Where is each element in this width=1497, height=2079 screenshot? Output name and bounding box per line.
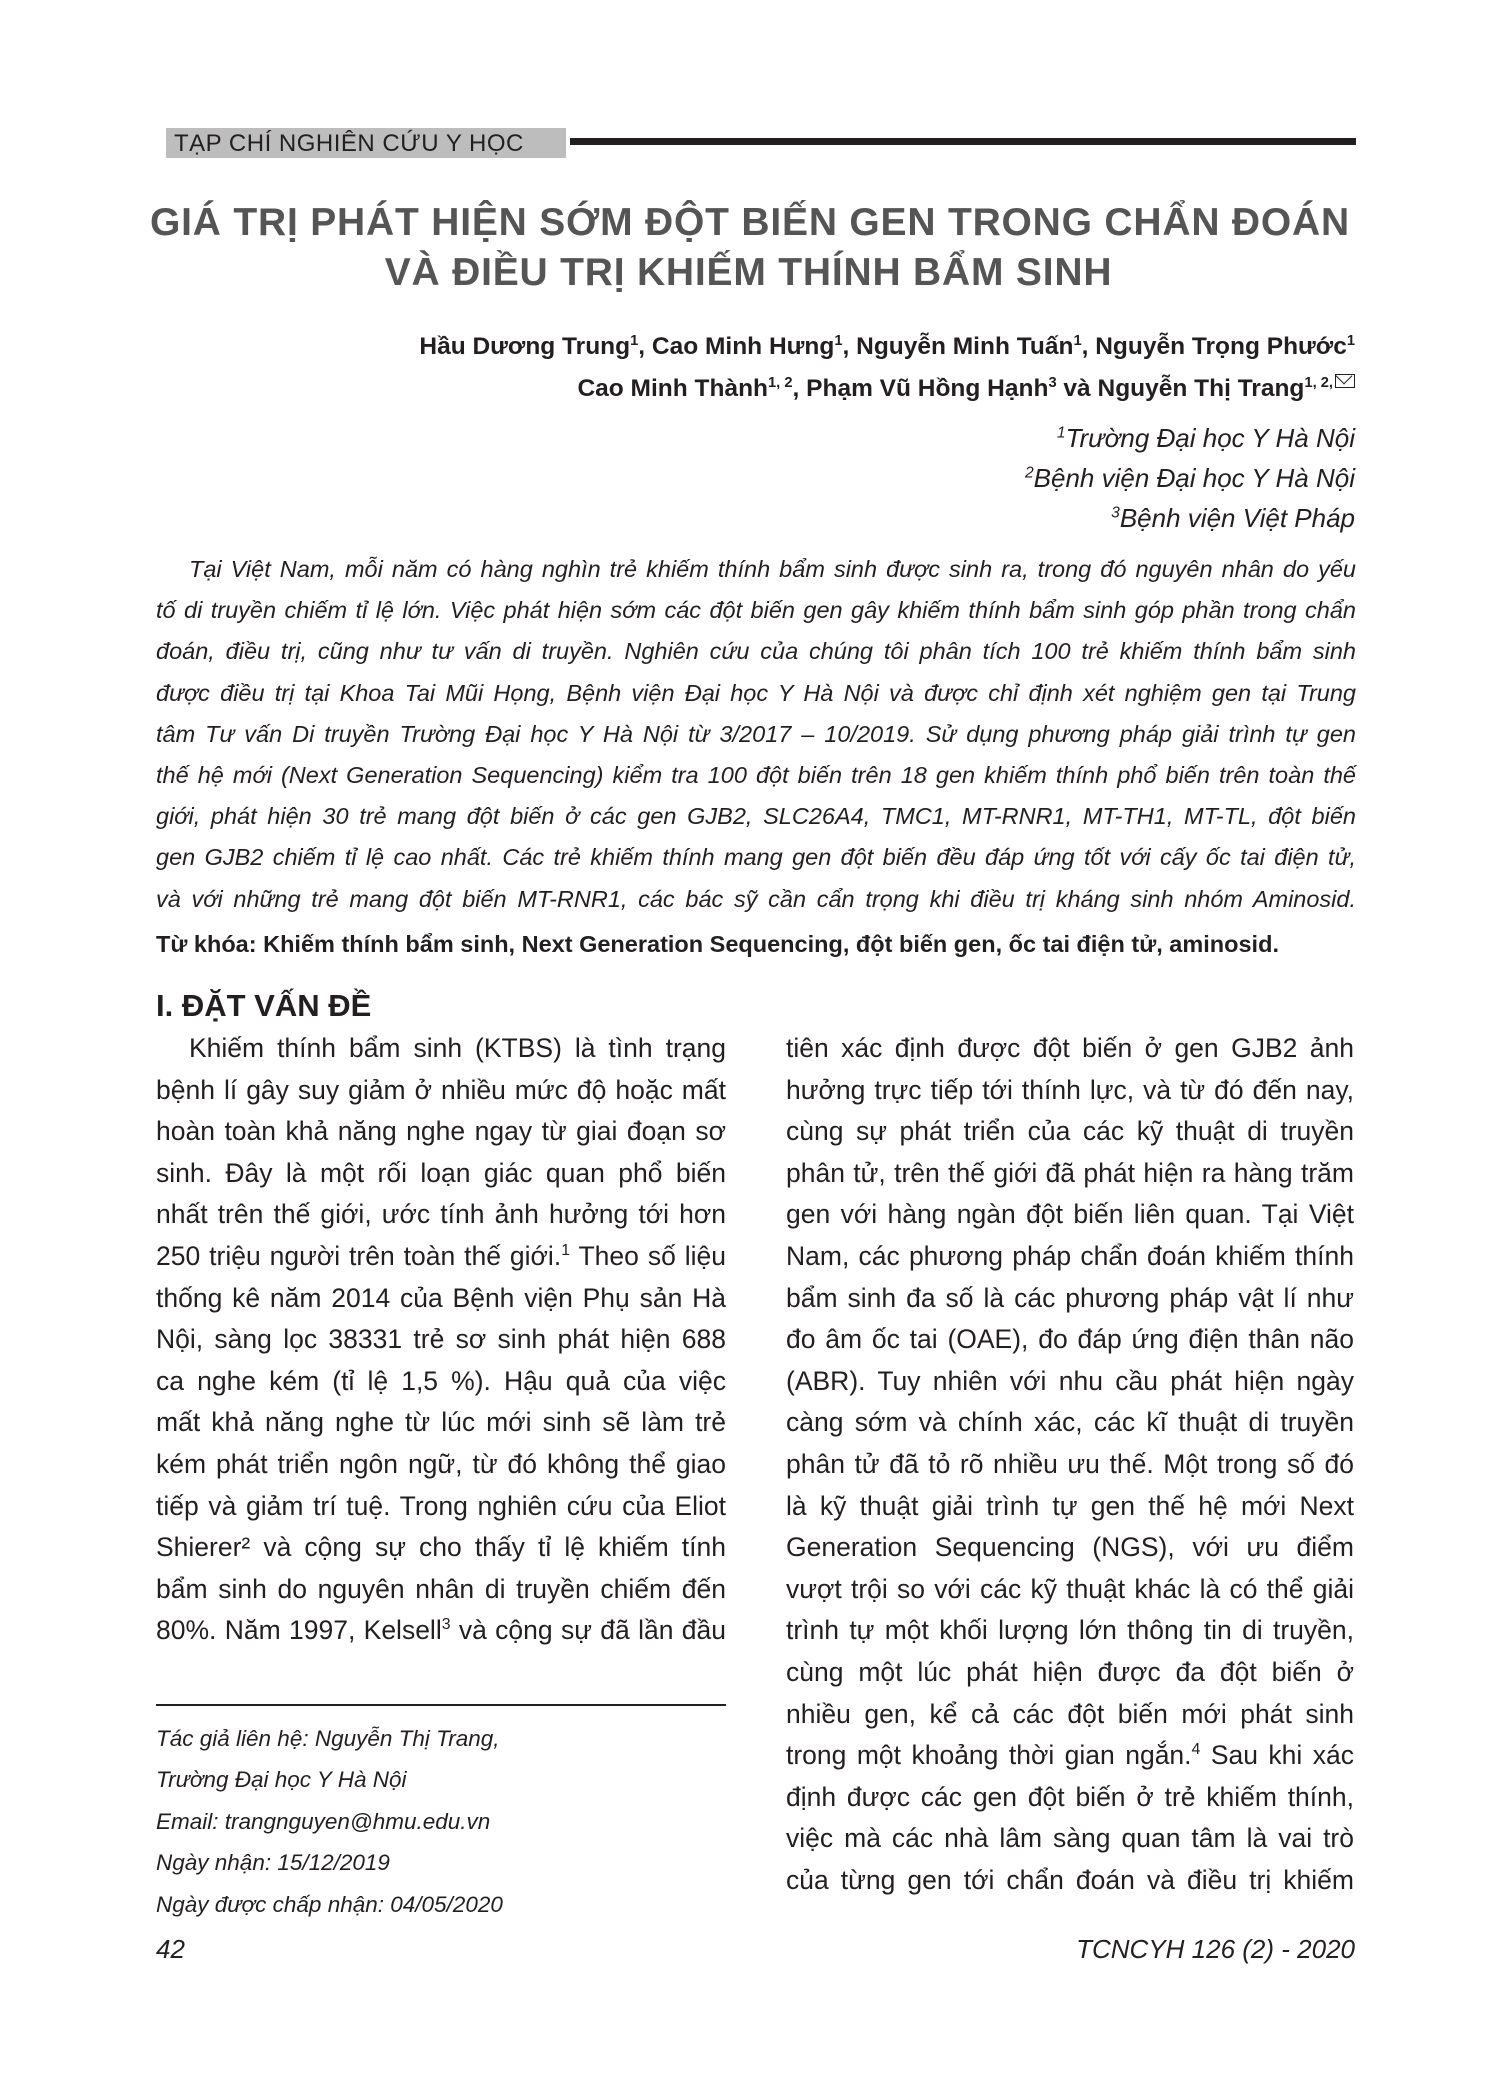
body-line: định được các gen đột biến ở trẻ khiếm thính, — [786, 1781, 1354, 1812]
body-line: hưởng trực tiếp tới thính lực, và từ đó đến nay, — [786, 1074, 1354, 1105]
body-line: bệnh lí gây suy giảm ở nhiều mức độ hoặc mất — [156, 1074, 726, 1105]
footnote-line: Tác giả liên hệ: Nguyễn Thị Trang, — [156, 1726, 500, 1751]
author-affil-sup: 1 — [1346, 332, 1355, 349]
title-line-1: GIÁ TRỊ PHÁT HIỆN SỚM ĐỘT BIẾN GEN TRONG CHẨN ĐOÁN — [150, 201, 1350, 244]
affiliation-name: Bệnh viện Đại học Y Hà Nội — [1033, 463, 1355, 493]
affiliation-name: Trường Đại học Y Hà Nội — [1065, 423, 1355, 453]
abstract-line: thế hệ mới (Next Generation Sequencing) kiểm tra 100 đột biến trên 18 gen khiếm thính phổ biến trên toàn thế — [156, 762, 1356, 789]
affiliation-sup: 1 — [1056, 424, 1066, 442]
citation-sup: 1 — [561, 1242, 571, 1260]
body-line: Nội, sàng lọc 38331 trẻ sơ sinh phát hiện 688 — [156, 1324, 726, 1355]
body-line: tiếp và giảm trí tuệ. Trong nghiên cứu của Eliot — [156, 1490, 726, 1521]
body-line: gen với hàng ngàn đột biến liên quan. Tại Việt — [786, 1199, 1354, 1230]
body-line: kém phát triển ngôn ngữ, từ đó không thể giao — [156, 1448, 726, 1479]
abstract-line: được điều trị tại Khoa Tai Mũi Họng, Bệnh viện Đại học Y Hà Nội và được chỉ định xét nghiệm gen tại Trung — [156, 679, 1356, 706]
envelope-icon[interactable] — [1335, 374, 1355, 388]
affiliation-item — [1025, 418, 1355, 458]
keywords: Từ khóa: Khiếm thính bẩm sinh, Next Generation Sequencing, đột biến gen, ốc tai điện tử, aminosid. — [156, 931, 1279, 957]
text-span: 80%. Năm 1997, Kelsell — [156, 1615, 442, 1646]
body-line: cùng một lúc phát hiện được đa đột biến ở — [786, 1656, 1354, 1687]
author-name: Nguyễn Thị Trang — [1097, 375, 1305, 402]
affiliations — [1025, 418, 1355, 538]
body-line: (ABR). Tuy nhiên với nhu cầu phát hiện ngày — [786, 1365, 1354, 1396]
body-line: đo âm ốc tai (OAE), đo đáp ứng điện thân não — [786, 1324, 1354, 1355]
text-span: Sau khi xác — [1200, 1740, 1354, 1771]
abstract-line: giới, phát hiện 30 trẻ mang đột biến ở các gen GJB2, SLC26A4, TMC1, MT-RNR1, MT-TH1, MT-TL, đột biến — [156, 803, 1356, 830]
author-affil-sup: 1, 2, — [1304, 374, 1333, 391]
abstract-line: Tại Việt Nam, mỗi năm có hàng nghìn trẻ khiếm thính bẩm sinh được sinh ra, trong đó nguyên nhân do yếu — [189, 556, 1356, 582]
author-name: Nguyễn Trọng Phước — [1095, 333, 1347, 360]
body-line: bẩm sinh do nguyên nhân di truyền chiếm đến — [156, 1573, 726, 1604]
author-list — [419, 326, 1355, 410]
section-heading: I. ĐẶT VẤN ĐỀ — [156, 988, 372, 1023]
author-name: Hầu Dương Trung — [419, 333, 631, 360]
footnote-line: Ngày nhận: 15/12/2019 — [156, 1850, 390, 1876]
author-conjunction: và — [1063, 375, 1091, 402]
body-line: bẩm sinh đa số là các phương pháp vật lí như — [786, 1282, 1354, 1313]
body-line: phân tử, trên thế giới đã phát hiện ra hàng trăm — [786, 1157, 1354, 1188]
abstract-line: gen GJB2 chiếm tỉ lệ cao nhất. Các trẻ khiếm thính mang gen đột biến đều đáp ứng tốt với cấy ốc tai điện tử, — [156, 844, 1356, 871]
author-name: Cao Minh Hưng — [651, 333, 835, 360]
abstract — [156, 549, 1356, 920]
body-line: phân tử đã tỏ rõ nhiều ưu thế. Một trong số đó — [786, 1448, 1354, 1479]
affiliation-item — [1025, 458, 1355, 498]
author-name: Nguyễn Minh Tuấn — [856, 333, 1074, 360]
body-line — [156, 1610, 726, 1652]
body-column-left — [156, 1028, 726, 1652]
citation-sup: 3 — [441, 1616, 451, 1634]
article-title — [150, 198, 1350, 298]
footnote-line: Ngày được chấp nhận: 04/05/2020 — [156, 1891, 503, 1917]
affiliation-item — [1025, 498, 1355, 538]
body-line: việc mà các nhà lâm sàng quan tâm là vai trò — [786, 1823, 1354, 1854]
body-line: nhất trên thế giới, ước tính ảnh hưởng tới hơn — [156, 1199, 726, 1230]
body-line: cùng sự phát triển của các kỹ thuật di truyền — [786, 1116, 1354, 1147]
body-line: của từng gen tới chẩn đoán và điều trị khiếm — [786, 1864, 1354, 1895]
page-number: 42 — [156, 1934, 185, 1964]
footnote-email[interactable]: Email: trangnguyen@hmu.edu.vn — [156, 1808, 491, 1834]
author-affil-sup: 1 — [1073, 332, 1082, 349]
body-line: ca nghe kém (tỉ lệ 1,5 %). Hậu quả của việc — [156, 1365, 726, 1396]
body-line: càng sớm và chính xác, các kĩ thuật di truyền — [786, 1407, 1354, 1438]
author-affil-sup: 1 — [630, 332, 639, 349]
body-line: Shierer² và cộng sự cho thấy tỉ lệ khiếm tính — [156, 1532, 726, 1563]
affiliation-sup: 2 — [1024, 464, 1034, 482]
body-line: vượt trội so với các kỹ thuật khác là có thể giải — [786, 1573, 1354, 1604]
text-span: Theo số liệu — [570, 1240, 726, 1271]
affiliation-sup: 3 — [1111, 504, 1120, 522]
body-line: hoàn toàn khả năng nghe ngay từ giai đoạn sơ — [156, 1116, 726, 1147]
journal-name: TẠP CHÍ NGHIÊN CỨU Y HỌC — [166, 128, 566, 158]
correspondence-footnote — [156, 1718, 503, 1925]
author-name: Phạm Vũ Hồng Hạnh — [806, 375, 1049, 402]
author-line-2: Cao Minh Thành$^{1, 2}$, Phạm Vũ Hồng Hạnh$^3$ và Nguyễn Thị Trang$^{1, 2,}$ — [419, 368, 1355, 410]
body-line: Generation Sequencing (NGS), với ưu điểm — [786, 1532, 1354, 1563]
text-span: trong một khoảng thời gian ngắn. — [786, 1740, 1192, 1771]
body-line: mất khả năng nghe từ lúc mới sinh sẽ làm trẻ — [156, 1407, 726, 1438]
journal-reference: TCNCYH 126 (2) - 2020 — [1076, 1934, 1355, 1964]
header-rule — [570, 138, 1356, 145]
journal-header — [166, 128, 1356, 158]
body-line: Nam, các phương pháp chẩn đoán khiếm thính — [786, 1240, 1354, 1271]
abstract-line: và với những trẻ mang đột biến MT-RNR1, các bác sỹ cần cẩn trọng khi điều trị kháng sinh nhóm Aminosid. — [156, 885, 1356, 912]
title-line-2: VÀ ĐIỀU TRỊ KHIẾM THÍNH BẨM SINH — [384, 251, 1113, 294]
author-affil-sup: 1, 2 — [768, 374, 793, 391]
footnote-line: Trường Đại học Y Hà Nội — [156, 1767, 407, 1793]
author-line-1: Hầu Dương Trung$^1$, Cao Minh Hưng$^1$, Nguyễn Minh Tuấn$^1$, Nguyễn Trọng Phước$^1$ — [419, 332, 1355, 360]
author-affil-sup: 1 — [834, 332, 843, 349]
body-line: là kỹ thuật giải trình tự gen thế hệ mới Next — [786, 1490, 1354, 1521]
citation-sup: 4 — [1191, 1741, 1201, 1759]
body-line: thống kê năm 2014 của Bệnh viện Phụ sản Hà — [156, 1282, 726, 1313]
affiliation-name: Bệnh viện Việt Pháp — [1119, 503, 1355, 533]
body-column-right — [786, 1028, 1354, 1901]
text-span: 250 triệu người trên toàn thế giới. — [156, 1240, 562, 1271]
body-line — [786, 1735, 1354, 1777]
abstract-line: tố di truyền chiếm tỉ lệ lớn. Việc phát hiện sớm các đột biến gen gây khiếm thính bẩm sinh góp phần trong chẩn — [156, 597, 1356, 624]
body-line: tiên xác định được đột biến ở gen GJB2 ảnh — [786, 1033, 1354, 1063]
abstract-line: đoán, điều trị, cũng như tư vấn di truyền. Nghiên cứu của chúng tôi phân tích 100 trẻ khiếm thính bẩm sinh — [156, 638, 1356, 665]
body-line: sinh. Đây là một rối loạn giác quan phổ biến — [156, 1157, 726, 1188]
body-line — [156, 1236, 726, 1278]
body-line: Khiếm thính bẩm sinh (KTBS) là tình trạng — [189, 1033, 726, 1063]
author-affil-sup: 3 — [1048, 374, 1057, 391]
body-line: trình tự một khối lượng lớn thông tin di truyền, — [786, 1615, 1354, 1646]
abstract-line: tâm Tư vấn Di truyền Trường Đại học Y Hà Nội từ 3/2017 – 10/2019. Sử dụng phương pháp giải trình tự gen — [156, 720, 1356, 747]
text-span: và cộng sự đã lần đầu — [450, 1615, 726, 1646]
body-line: nhiều gen, kể cả các đột biến mới phát sinh — [786, 1698, 1354, 1729]
author-name: Cao Minh Thành — [577, 375, 769, 402]
footnote-rule — [156, 1704, 726, 1706]
